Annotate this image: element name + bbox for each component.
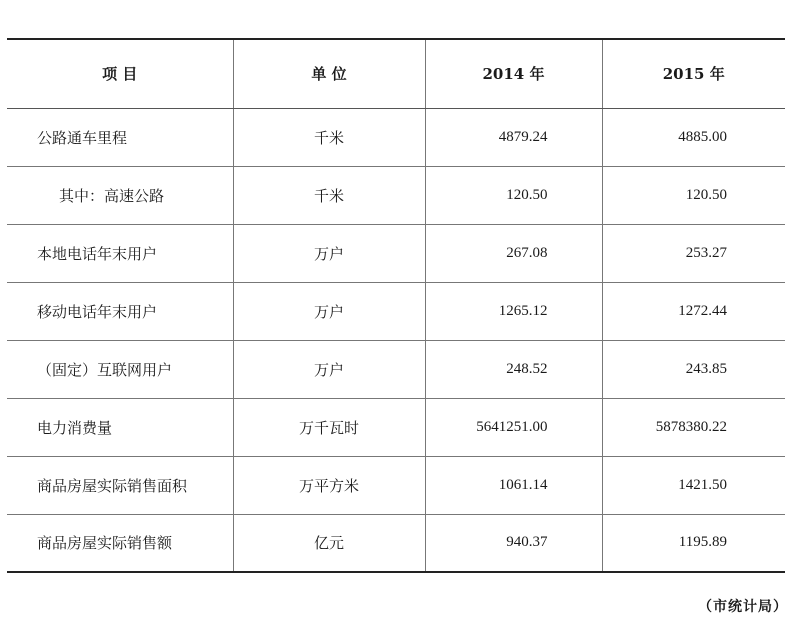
row-value-2014: 267.08 [425, 224, 602, 282]
table-row [7, 514, 785, 572]
header-2014: 2014 年 [425, 39, 602, 108]
table-row [7, 398, 785, 456]
row-value-2015: 253.27 [602, 224, 785, 282]
table-row [7, 108, 785, 166]
header-unit: 单 位 [233, 39, 425, 108]
row-unit: 万千瓦时 [233, 398, 425, 456]
row-unit: 千米 [233, 108, 425, 166]
table-header-row [7, 39, 785, 108]
table-row [7, 340, 785, 398]
header-item: 项 目 [7, 39, 233, 108]
row-value-2015: 243.85 [602, 340, 785, 398]
row-item: 商品房屋实际销售面积 [7, 456, 233, 514]
row-item: 电力消费量 [7, 398, 233, 456]
row-value-2014: 5641251.00 [425, 398, 602, 456]
table-row [7, 166, 785, 224]
row-item: 公路通车里程 [7, 108, 233, 166]
row-item: 其中：高速公路 [7, 166, 233, 224]
row-value-2014: 4879.24 [425, 108, 602, 166]
row-value-2015: 4885.00 [602, 108, 785, 166]
row-value-2015: 5878380.22 [602, 398, 785, 456]
row-value-2015: 1195.89 [602, 514, 785, 572]
row-item: 移动电话年末用户 [7, 282, 233, 340]
row-unit: 万户 [233, 340, 425, 398]
row-unit: 万平方米 [233, 456, 425, 514]
row-value-2015: 1272.44 [602, 282, 785, 340]
statistics-table-container [7, 38, 785, 573]
row-value-2014: 120.50 [425, 166, 602, 224]
table-row [7, 282, 785, 340]
header-2015: 2015 年 [602, 39, 785, 108]
row-value-2014: 248.52 [425, 340, 602, 398]
row-item: 本地电话年末用户 [7, 224, 233, 282]
row-value-2014: 1265.12 [425, 282, 602, 340]
row-unit: 万户 [233, 224, 425, 282]
table-row [7, 224, 785, 282]
statistics-table [7, 38, 785, 573]
row-unit: 万户 [233, 282, 425, 340]
row-value-2014: 940.37 [425, 514, 602, 572]
row-unit: 亿元 [233, 514, 425, 572]
source-note: （市统计局） [698, 599, 788, 615]
row-unit: 千米 [233, 166, 425, 224]
table-row [7, 456, 785, 514]
row-value-2014: 1061.14 [425, 456, 602, 514]
row-value-2015: 120.50 [602, 166, 785, 224]
row-item: 商品房屋实际销售额 [7, 514, 233, 572]
row-value-2015: 1421.50 [602, 456, 785, 514]
row-item: （固定）互联网用户 [7, 340, 233, 398]
